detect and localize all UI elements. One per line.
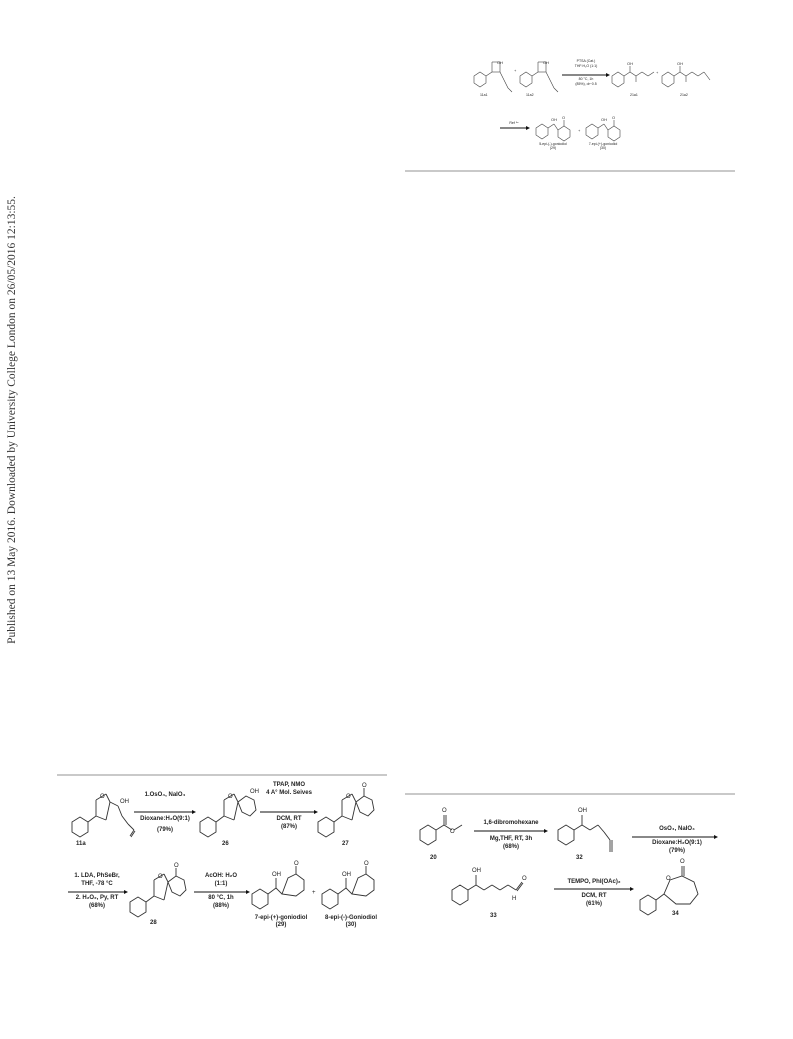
conditions-reference: Ref ⁸ᵉ xyxy=(509,121,519,125)
scheme-goniodiol-synthesis xyxy=(60,780,390,960)
compound-label-27: 27 xyxy=(342,841,349,847)
plus-sign-2: + xyxy=(656,70,659,75)
condition-line: 1. LDA, PhSeBr, xyxy=(74,873,120,879)
compound-27-o-atom: O xyxy=(346,794,351,800)
compound-21a1-structure xyxy=(612,66,654,87)
compound-11a1-structure xyxy=(474,62,512,92)
compound-label-26: 26 xyxy=(222,841,229,847)
compound-30-name: 8-epi-(-)-Goniodiol xyxy=(325,915,377,921)
compound-11a2-structure xyxy=(520,62,558,92)
compound-label-21a1: 21a1 xyxy=(630,93,638,97)
compound-5-epi-goniodiol-structure xyxy=(536,120,570,141)
publication-notice xyxy=(2,196,22,644)
compound-30-carbonyl-o-atom: O xyxy=(364,861,369,867)
conditions-acetal-deprotection xyxy=(192,873,250,888)
condition-line: THF, -78 °C xyxy=(81,880,113,887)
compound-34-structure xyxy=(640,866,698,915)
compound-27-carbonyl-o-atom: O xyxy=(362,783,367,789)
compound-label-11a: 11a xyxy=(76,841,86,847)
scheme-lactone-structures xyxy=(408,800,730,930)
conditions-grignard xyxy=(470,820,552,828)
condition-line: PTSA (Cat.) xyxy=(576,59,596,63)
conditions-acid-hydrolysis-lower xyxy=(562,77,610,86)
conditions-acetal-deprotection-lower xyxy=(192,895,250,910)
compound-33-aldehyde-o-atom: O xyxy=(522,876,527,882)
compound-11a-o-atom: O xyxy=(100,794,105,800)
compound-29-name: 7-epi-(+)-goniodiol xyxy=(254,915,308,921)
compound-29-carbonyl-o-atom: O xyxy=(294,861,299,867)
compound-33-aldehyde-h-atom: H xyxy=(512,896,517,902)
compound-21a1-oh-atom: OH xyxy=(627,61,633,66)
condition-line: AcOH: H₂O xyxy=(204,873,237,879)
scheme-goniodiol-structures xyxy=(60,780,390,960)
compound-29-o-atom: O xyxy=(562,115,566,120)
conditions-tempo-oxidation-lower xyxy=(554,893,634,908)
compound-29-oh-atom: OH xyxy=(272,872,281,878)
compound-30-oh-atom: OH xyxy=(342,872,351,878)
condition-line: 80 °C, 1h xyxy=(578,77,594,81)
compound-label-33: 33 xyxy=(490,913,497,919)
condition-line: TEMPO, PhI(OAc)₂ xyxy=(567,879,621,885)
condition-line: (79%) xyxy=(156,826,173,833)
condition-line: (68%) xyxy=(88,902,105,909)
compound-34-carbonyl-o-atom: O xyxy=(680,859,685,865)
compound-32-oh-atom: OH xyxy=(578,808,587,814)
divider-top-right xyxy=(405,170,735,172)
condition-line: 1,6-dibromohexane xyxy=(483,820,539,826)
conditions-selenation-lower xyxy=(64,895,130,910)
compound-30-oh-atom: OH xyxy=(601,117,607,122)
conditions-oxidative-cleavage xyxy=(132,792,198,800)
condition-line: (87%) xyxy=(280,823,297,830)
compound-29-number: (29) xyxy=(275,922,287,928)
compound-33-oh-atom: OH xyxy=(472,868,481,874)
compound-28-o-atom: O xyxy=(158,874,163,880)
condition-line: Mg,THF, RT, 3h xyxy=(489,836,533,842)
scheme-hydrolysis xyxy=(470,58,730,158)
conditions-tpap-oxidation xyxy=(258,782,320,797)
divider-bottom-right xyxy=(405,793,735,795)
compound-26-structure xyxy=(200,794,256,837)
divider-bottom-left xyxy=(57,774,387,776)
conditions-osmium-cleavage-lower xyxy=(632,840,722,855)
condition-line: (1:1) xyxy=(214,880,228,887)
compound-label-11a1: 11a1 xyxy=(480,93,488,97)
compound-11a1-oh-atom: OH xyxy=(497,60,503,65)
condition-line: Dioxane:H₂O(9:1) xyxy=(652,840,702,846)
compound-26-o-atom: O xyxy=(228,794,233,800)
compound-label-34: 34 xyxy=(672,911,679,917)
reaction-arrow-r1b-head xyxy=(314,810,318,814)
condition-line: 4 A° Mol. Seives xyxy=(266,789,312,796)
scheme-lactone-synthesis xyxy=(408,800,730,930)
compound-28-carbonyl-o-atom: O xyxy=(174,863,179,869)
condition-line: (61%) xyxy=(585,900,602,907)
condition-line: (79%) xyxy=(668,847,685,854)
compound-21a2-oh-atom: OH xyxy=(677,61,683,66)
plus-sign: + xyxy=(312,890,316,896)
compound-label-32: 32 xyxy=(576,855,583,861)
conditions-tpap-oxidation-lower xyxy=(258,816,320,831)
compound-name-29: 5-epi-(-)-goniodiol (29) xyxy=(539,142,567,150)
reaction-arrow-r2b-head xyxy=(246,890,250,894)
publication-notice-text: Published on 13 May 2016. Downloaded by University College London on 26/05/2016 12:13:55. xyxy=(6,196,18,644)
plus-sign-3: + xyxy=(578,128,581,133)
compound-label-28: 28 xyxy=(150,920,157,926)
compound-7-epi-goniodiol-structure xyxy=(586,120,620,141)
conditions-tempo-oxidation xyxy=(554,879,634,887)
condition-line: 80 °C, 1h xyxy=(208,895,234,901)
condition-line: 2. H₂O₂, Py, RT xyxy=(75,895,119,901)
compound-label-20: 20 xyxy=(430,855,437,861)
conditions-osmium-cleavage xyxy=(632,826,722,834)
compound-30-o-atom: O xyxy=(612,115,616,120)
condition-line: DCM, RT xyxy=(581,893,607,899)
compound-26-oh-atom: OH xyxy=(250,789,259,795)
condition-line: TPAP, NMO xyxy=(272,782,306,788)
compound-34-ring-o-atom: O xyxy=(666,876,671,882)
compound-name-29 xyxy=(250,915,312,929)
reaction-arrow-grignard-head xyxy=(544,829,548,833)
condition-line: OsO₄, NaIO₄ xyxy=(659,826,695,832)
conditions-oxidative-cleavage-lower xyxy=(132,816,198,834)
compound-30-number: (30) xyxy=(345,922,357,928)
reaction-arrow-r1a-head xyxy=(192,810,196,814)
reaction-arrow-2-head xyxy=(526,126,530,130)
compound-11a2-oh-atom: OH xyxy=(543,60,549,65)
condition-line: Dioxane:H₂O(9:1) xyxy=(140,816,190,822)
condition-line: 1.OsO₄, NaIO₄ xyxy=(144,792,186,798)
compound-name-30: 7-epi-(+)-goniodiol (30) xyxy=(588,142,618,150)
compound-32-structure xyxy=(558,815,612,852)
compound-21a2-structure xyxy=(662,66,710,87)
condition-line: (88%) xyxy=(212,902,229,909)
compound-label-21a2: 21a2 xyxy=(680,93,688,97)
compound-label-11a2: 11a2 xyxy=(526,93,534,97)
condition-line: (68%) xyxy=(502,843,519,850)
compound-name-30 xyxy=(320,915,382,929)
conditions-acid-hydrolysis xyxy=(562,59,610,68)
compound-20-structure xyxy=(420,815,462,845)
condition-line: (85%), dr~0.5 xyxy=(575,81,597,86)
plus-sign-1: + xyxy=(514,68,517,73)
reaction-arrow-cleavage-head xyxy=(714,835,718,839)
compound-20-carbonyl-o-atom: O xyxy=(442,808,447,814)
condition-line: THF:H₂O (1:1) xyxy=(574,63,598,68)
compound-29-oh-atom: OH xyxy=(551,117,557,122)
condition-line: DCM, RT xyxy=(276,816,302,822)
conditions-selenation xyxy=(64,873,130,888)
reaction-arrow-tempo-head xyxy=(630,887,634,891)
conditions-grignard-lower xyxy=(470,836,552,851)
compound-20-ester-o-atom: O xyxy=(450,829,455,835)
reaction-arrow-r2a-head xyxy=(124,890,128,894)
compound-11a-oh-atom: OH xyxy=(120,799,129,805)
